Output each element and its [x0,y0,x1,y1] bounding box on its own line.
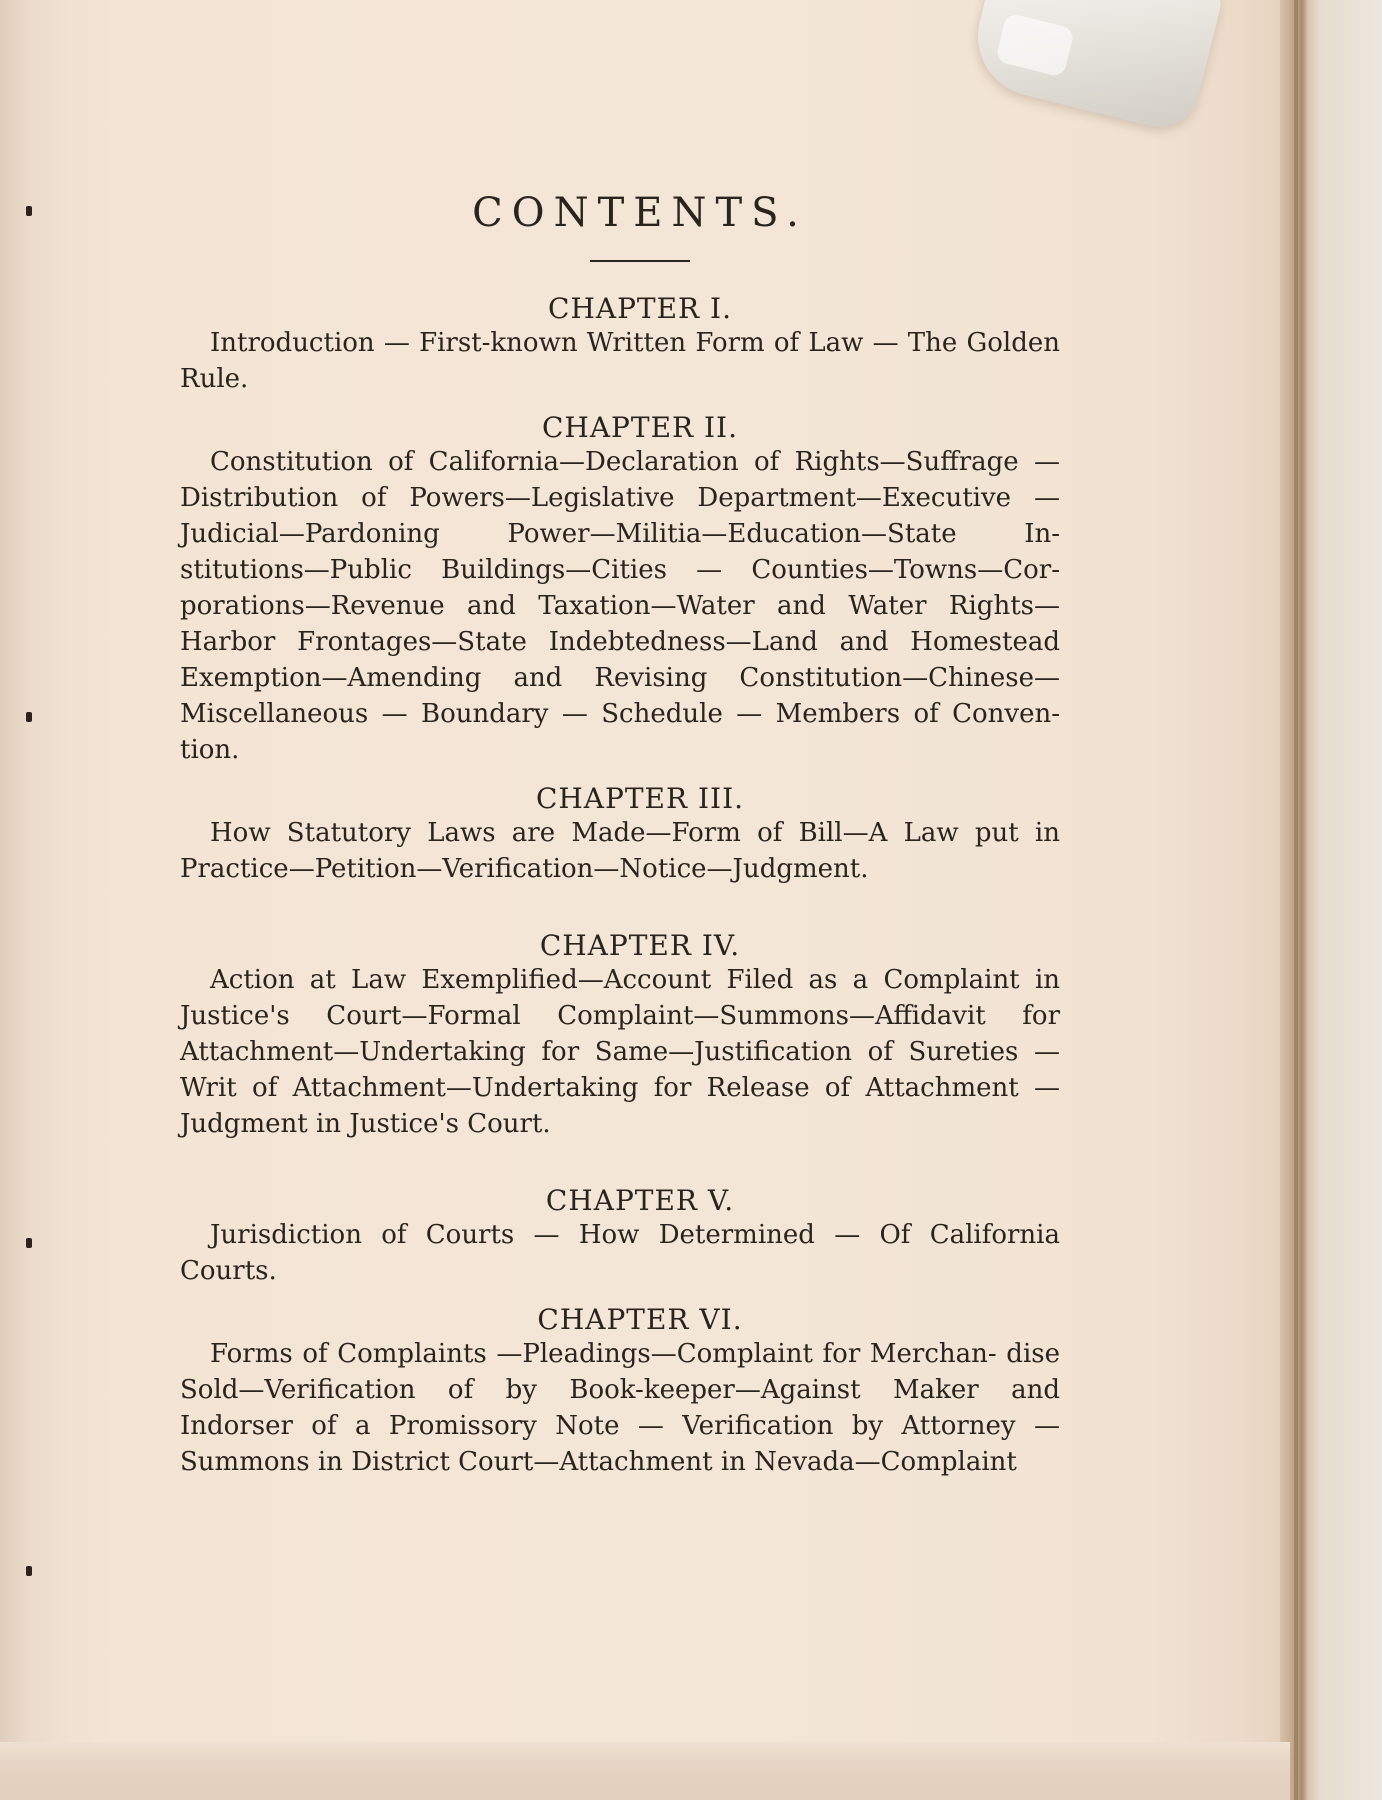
chapter-heading: CHAPTER III. [535,782,745,815]
contents-title: CONTENTS. [472,190,808,236]
binding-mark [26,1238,32,1248]
binding-mark [26,1566,32,1576]
binding-mark [26,712,32,722]
chapter-summary: Forms of Complaints —Pleadings—Complaint for Merchan- dise Sold—Verification of by Book-keeper—Against Maker and Indorser of a Promissory Note — Verification by Attorney — Summons in District Court—Attachment in Nevada—Complaint [180,1339,1060,1477]
chapter-summary: Introduction — First-known Written Form of Law — The Golden Rule. [180,328,1060,394]
binding-mark [26,206,32,216]
chapter-summary: How Statutory Laws are Made—Form of Bill—A Law put in Practice—Petition—Verification—Notice—Judgment. [180,818,1060,884]
title-rule [590,260,690,262]
bottom-page-stack [0,1742,1290,1800]
chapter-heading: CHAPTER IV. [539,929,741,962]
contents-text-block [180,150,1060,1480]
chapter-heading: CHAPTER II. [541,411,739,444]
chapter-summary: Jurisdiction of Courts — How Determined — Of California Courts. [180,1220,1060,1286]
chapter-heading: CHAPTER V. [545,1184,735,1217]
chapter-summary: Constitution of California—Declaration of Rights—Suffrage —Distribution of Powers—Legislative Department—Executive —Judicial—Pardoning Power—Militia—Education—State In- stitutions—Public Buildings—Cities — Counties—Towns—Cor- porations—Revenue and Taxation—Water and Water Rights— Harbor Frontages—State Indebtedness—Land and Homestead Exemption—Amending and Revising Constitution—Chinese— Miscellaneous — Boundary — Schedule — Members of Conven- tion. [180,447,1060,765]
page-edge-line [1294,0,1298,1800]
chapter-summary: Action at Law Exemplified—Account Filed as a Complaint in Justice's Court—Formal Complaint—Summons—Affidavit for Attachment—Undertaking for Same—Justification of Sureties —Writ of Attachment—Undertaking for Release of Attachment —Judgment in Justice's Court. [180,965,1060,1139]
chapter-heading: CHAPTER VI. [537,1303,743,1336]
chapter-heading: CHAPTER I. [548,292,732,325]
binding-gutter [0,0,70,1800]
